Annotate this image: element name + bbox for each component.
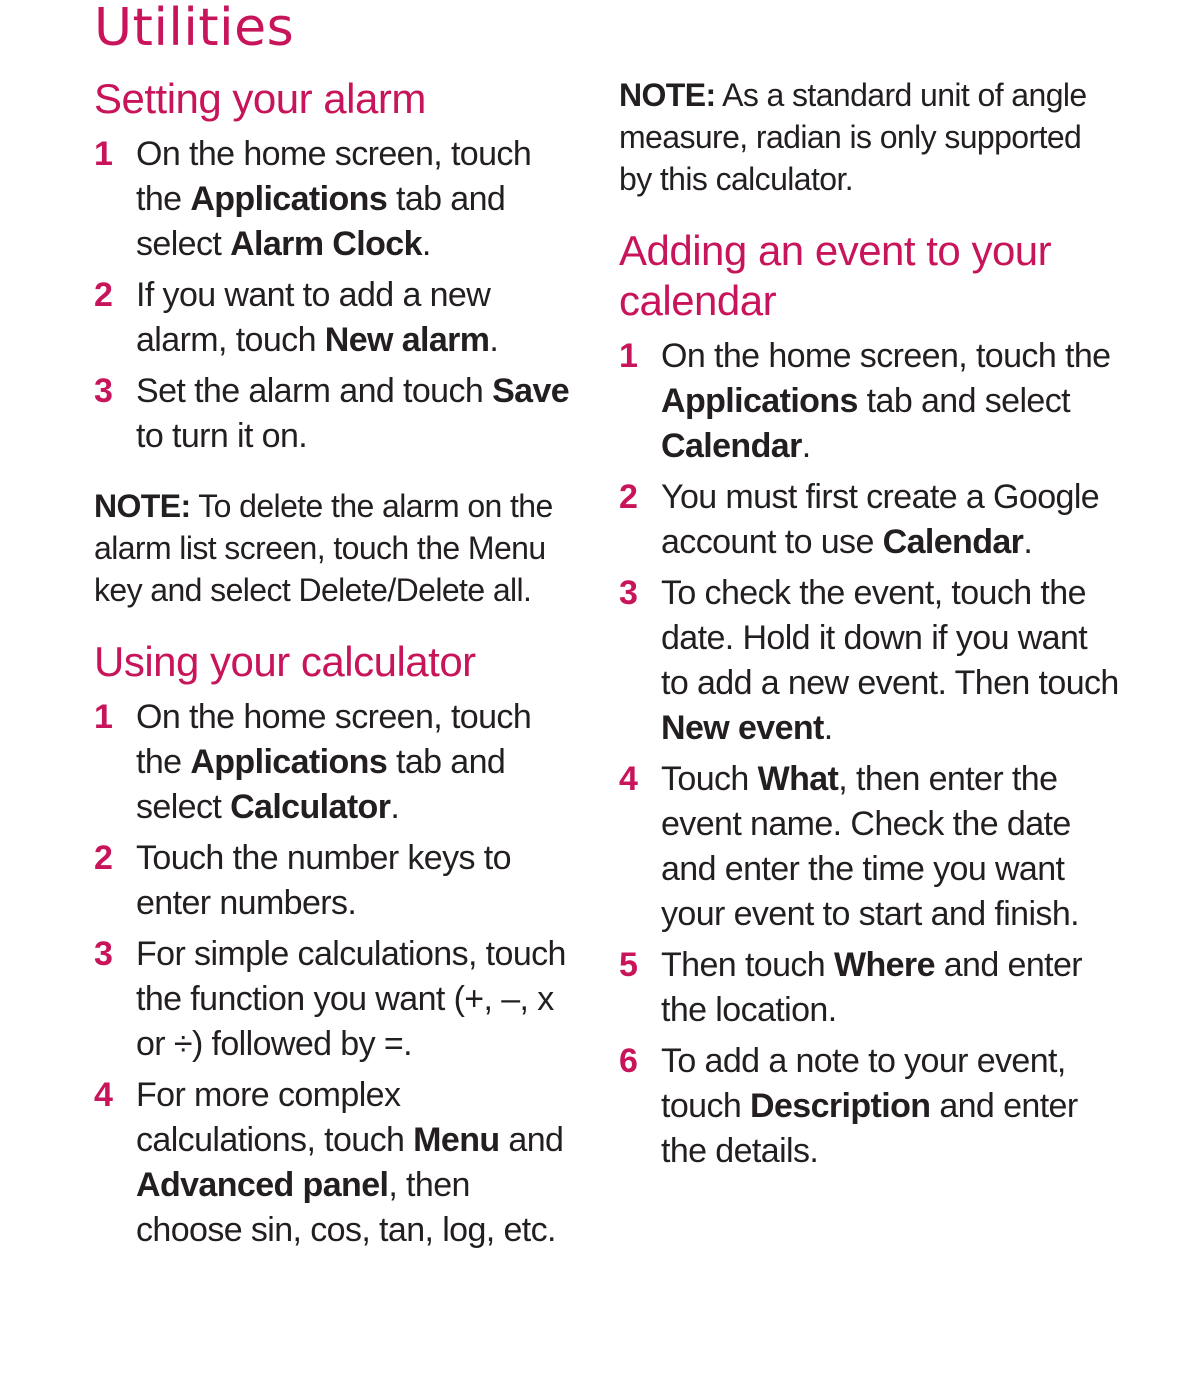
- calculator-note-label: NOTE:: [619, 77, 716, 113]
- calculator-heading: Using your calculator: [94, 638, 476, 685]
- list-item: [619, 1039, 1119, 1174]
- list-item: [94, 369, 584, 459]
- step-keyword: Applications: [190, 180, 388, 218]
- step-keyword: What: [757, 760, 839, 798]
- list-item: [94, 1073, 584, 1253]
- step-text: [136, 276, 498, 359]
- step-text-part: tab and select: [136, 180, 506, 263]
- step-keyword: Alarm Clock: [230, 225, 422, 263]
- list-item: [94, 132, 584, 267]
- list-item: [619, 334, 1119, 469]
- step-keyword: Advanced panel: [136, 1166, 389, 1204]
- step-number: 5: [619, 946, 638, 984]
- step-text: [661, 946, 1082, 1029]
- step-text: [661, 478, 1099, 561]
- step-text: [136, 1076, 563, 1249]
- list-item: [94, 836, 584, 926]
- step-text-part: Touch the number keys to enter numbers.: [136, 839, 511, 922]
- calendar-heading: Adding an event to your calendar: [619, 227, 1052, 324]
- step-number: 3: [619, 574, 638, 612]
- step-keyword: Where: [833, 946, 935, 984]
- step-text-part: tab and select: [136, 743, 506, 826]
- step-text: [136, 935, 566, 1063]
- step-keyword: Description: [750, 1087, 931, 1125]
- step-text-part: .: [390, 788, 400, 826]
- calculator-note-text: As a standard unit of angle measure, radian is only supported by this calculator.: [619, 77, 1087, 197]
- alarm-section: [94, 74, 584, 611]
- step-keyword: Calendar: [661, 427, 802, 465]
- calendar-steps: [619, 334, 1119, 1174]
- step-keyword: Applications: [190, 743, 388, 781]
- step-number: 1: [94, 135, 113, 173]
- step-number: 1: [94, 698, 113, 736]
- step-text-part: .: [823, 709, 833, 747]
- step-number: 6: [619, 1042, 638, 1080]
- list-item: [94, 695, 584, 830]
- step-text-part: For simple calculations, touch the function you want (+, –, x or ÷) followed by =.: [136, 935, 566, 1063]
- left-column: [94, 74, 584, 1259]
- alarm-note-text: To delete the alarm on the alarm list screen, touch the Menu key and select Delete/Delete all.: [94, 488, 553, 608]
- step-text-part: .: [489, 321, 499, 359]
- step-number: 2: [94, 276, 113, 314]
- list-item: [619, 943, 1119, 1033]
- step-text-part: , then enter the event name. Check the date and enter the time you want your event to start and finish.: [661, 760, 1079, 933]
- step-text: [661, 1042, 1078, 1170]
- step-text: [136, 839, 511, 922]
- calculator-note: [619, 74, 1119, 200]
- step-text-part: to turn it on.: [136, 417, 308, 455]
- step-text-part: .: [421, 225, 431, 263]
- step-text-part: .: [1023, 523, 1033, 561]
- step-text-part: tab and select: [857, 382, 1070, 420]
- step-number: 1: [619, 337, 638, 375]
- step-text: [661, 760, 1079, 933]
- step-number: 2: [619, 478, 638, 516]
- step-text-part: To check the event, touch the date. Hold it down if you want to add a new event. Then touch: [661, 574, 1119, 702]
- step-text-part: and: [499, 1121, 564, 1159]
- step-number: 3: [94, 935, 113, 973]
- step-text-part: On the home screen, touch the: [661, 337, 1111, 375]
- step-keyword: Menu: [413, 1121, 500, 1159]
- alarm-steps: [94, 132, 584, 459]
- calculator-steps: [94, 695, 584, 1253]
- step-text: [136, 372, 569, 455]
- step-keyword: Calendar: [882, 523, 1024, 561]
- alarm-heading: Setting your alarm: [94, 75, 426, 122]
- list-item: [619, 475, 1119, 565]
- step-text-part: Set the alarm and touch: [136, 372, 493, 410]
- step-text-part: Then touch: [661, 946, 834, 984]
- step-text: [661, 337, 1110, 465]
- alarm-note-label: NOTE:: [94, 488, 191, 524]
- step-text-part: You must first create a Google account to use: [661, 478, 1100, 561]
- step-number: 2: [94, 839, 113, 877]
- step-text-part: To add a note to your event, touch: [661, 1042, 1066, 1125]
- step-number: 4: [94, 1076, 113, 1114]
- list-item: [94, 932, 584, 1067]
- step-text-part: Touch: [661, 760, 758, 798]
- list-item: [619, 571, 1119, 751]
- step-text-part: and enter the details.: [661, 1087, 1078, 1170]
- list-item: [619, 757, 1119, 937]
- list-item: [94, 273, 584, 363]
- step-text-part: On the home screen, touch the: [136, 698, 532, 781]
- step-number: 3: [94, 372, 113, 410]
- calendar-section: [619, 226, 1119, 1174]
- step-text-part: , then choose sin, cos, tan, log, etc.: [136, 1166, 556, 1249]
- page-title: Utilities: [94, 0, 295, 58]
- step-text-part: For more complex calculations, touch: [136, 1076, 414, 1159]
- step-text-part: .: [801, 427, 811, 465]
- step-number: 4: [619, 760, 638, 798]
- step-keyword: Calculator: [230, 788, 391, 826]
- step-keyword: Applications: [661, 382, 858, 420]
- step-text-part: On the home screen, touch the: [136, 135, 532, 218]
- step-text: [136, 135, 531, 263]
- step-text: [661, 574, 1119, 747]
- step-keyword: New event: [661, 709, 824, 747]
- step-text-part: If you want to add a new alarm, touch: [136, 276, 491, 359]
- step-text: [136, 698, 531, 826]
- step-keyword: New alarm: [324, 321, 490, 359]
- right-column: [619, 74, 1119, 1180]
- calculator-section: [94, 637, 584, 1253]
- alarm-note: [94, 485, 584, 611]
- step-keyword: Save: [492, 372, 570, 410]
- step-text-part: and enter the location.: [661, 946, 1083, 1029]
